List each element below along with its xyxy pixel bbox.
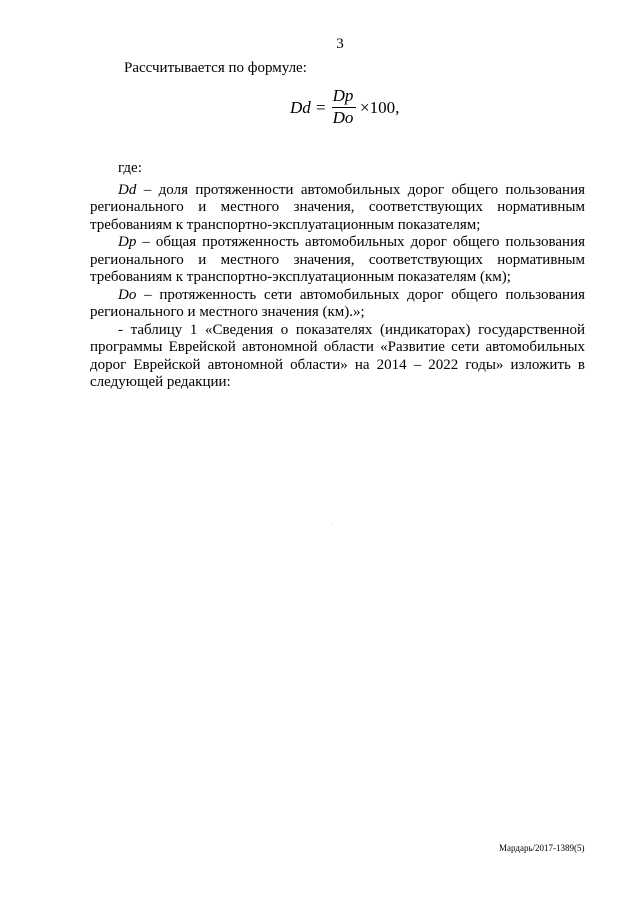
definition-paragraph — [90, 287, 585, 322]
definition-text: – протяженность сети автомобильных дорог общего пользования регионального и местного значения (км).»; — [90, 286, 585, 320]
table-instruction-paragraph: - таблицу 1 «Сведения о показателях (индикаторах) государственной программы Еврейской автономной области «Развитие сети автомобильных дорог Еврейской автономной области» на 2014 – 2022 годы» изложить в следующей редакции: — [90, 321, 585, 390]
definition-paragraph — [90, 234, 585, 287]
definition-paragraph — [90, 182, 585, 235]
formula-lhs: Dd — [290, 98, 311, 117]
scan-speck — [332, 523, 333, 524]
definition-text: – доля протяженности автомобильных дорог общего пользования регионального и местного значения, соответствующих нормативным требованиям к транспортно-эксплуатационным показателям; — [90, 181, 585, 233]
formula-multiplier: ×100, — [360, 98, 400, 117]
where-label: где: — [118, 160, 142, 176]
document-footer-code: Мардарь/2017-1389(5) — [499, 843, 585, 853]
body-text — [90, 160, 585, 392]
definition-symbol: Do — [118, 286, 137, 303]
formula — [290, 86, 420, 130]
formula-fraction — [330, 86, 356, 130]
definition-symbol: Dd — [118, 181, 137, 198]
definition-symbol: Dp — [118, 234, 137, 250]
definition-text: – общая протяженность автомобильных дорог общего пользования регионального и местного значения, соответствующих нормативным требованиям к транспортно-эксплуатационным показателям (км); — [90, 234, 585, 285]
formula-denominator: Do — [332, 108, 354, 127]
formula-intro: Рассчитывается по формуле: — [124, 60, 307, 76]
formula-numerator: Dp — [332, 86, 354, 105]
formula-equals: = — [316, 98, 326, 117]
page-number: 3 — [336, 36, 344, 52]
